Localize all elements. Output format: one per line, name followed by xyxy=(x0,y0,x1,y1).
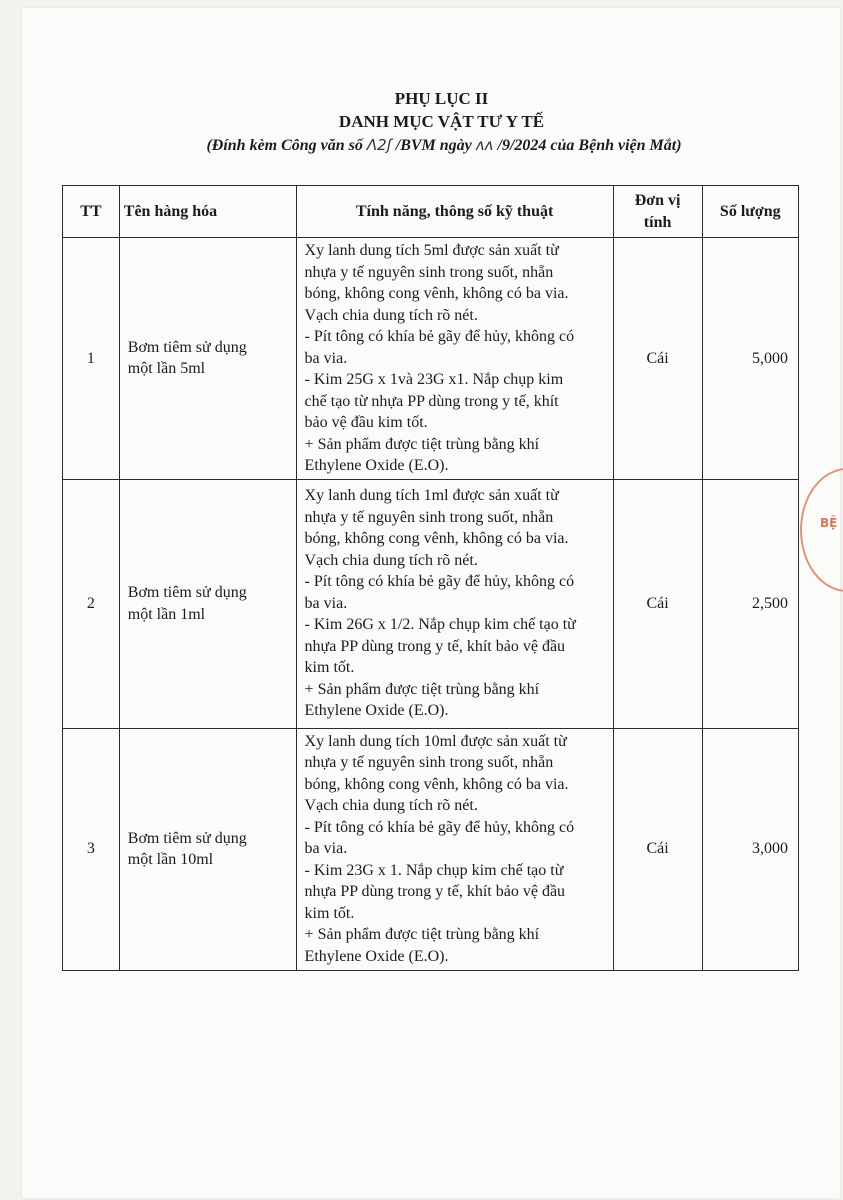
handwritten-day: ʌʌ xyxy=(475,136,494,154)
header-unit-line2: tính xyxy=(643,213,672,231)
spec-line: Vạch chia dung tích rõ nét. xyxy=(304,306,478,324)
item-name-line1: Bơm tiêm sử dụng xyxy=(127,584,247,601)
spec-line: nhựa PP dùng trong y tế, khít bảo vệ đầu xyxy=(304,883,566,901)
spec-line: bóng, không cong vênh, không có ba via. xyxy=(304,775,569,793)
document-header xyxy=(0,88,843,157)
spec-line: - Pít tông có khía bẻ gãy để hủy, không có xyxy=(304,573,575,591)
spec-line: bảo vệ đầu kim tốt. xyxy=(304,414,428,431)
list-title: DANH MỤC VẬT TƯ Y TẾ xyxy=(338,112,545,131)
attachment-note-middle: /BVM ngày xyxy=(391,137,476,154)
spec-line: - Kim 23G x 1. Nắp chụp kim chế tạo từ xyxy=(304,861,564,879)
spec-line: nhựa PP dùng trong y tế, khít bảo vệ đầu xyxy=(304,637,566,655)
item-name-line2: một lần 1ml xyxy=(127,605,206,623)
spec-line: + Sản phẩm được tiệt trùng bằng khí xyxy=(304,435,540,453)
spec-line: Xy lanh dung tích 1ml được sản xuất từ xyxy=(304,487,559,505)
item-name xyxy=(119,238,296,480)
item-name xyxy=(119,479,296,728)
attachment-note xyxy=(45,134,843,157)
attachment-note-suffix: /9/2024 của Bệnh viện Mắt) xyxy=(493,137,682,154)
spec-line: - Kim 25G x 1và 23G x1. Nắp chụp kim xyxy=(304,371,564,388)
appendix-title: PHỤ LỤC II xyxy=(394,89,489,108)
table-row xyxy=(63,479,799,728)
item-name-line2: một lần 5ml xyxy=(127,360,206,378)
header-name: Tên hàng hóa xyxy=(119,186,296,238)
header-unit xyxy=(613,186,702,238)
item-spec xyxy=(296,479,613,728)
row-number: 3 xyxy=(63,728,120,970)
spec-line: Ethylene Oxide (E.O). xyxy=(304,457,449,474)
item-name-line1: Bơm tiêm sử dụng xyxy=(127,829,247,847)
item-unit: Cái xyxy=(613,728,702,970)
spec-line: chế tạo từ nhựa PP dùng trong y tế, khít xyxy=(304,392,559,410)
item-name-line1: Bơm tiêm sử dụng xyxy=(127,338,247,356)
seal-text: BỆ xyxy=(820,516,838,530)
spec-line: Ethylene Oxide (E.O). xyxy=(304,702,449,720)
spec-line: - Pít tông có khía bẻ gãy để hủy, không có xyxy=(304,818,575,836)
item-name-line2: một lần 10ml xyxy=(127,851,214,868)
item-quantity: 5,000 xyxy=(702,238,798,480)
header-unit-line1: Đơn vị xyxy=(634,192,681,209)
header-tt: TT xyxy=(63,186,120,238)
table-header-row xyxy=(63,186,799,238)
spec-line: kim tốt. xyxy=(304,659,355,677)
row-number: 1 xyxy=(63,238,120,480)
handwritten-doc-number: Λ2ʃ xyxy=(366,136,392,154)
attachment-note-prefix: (Đính kèm Công văn số xyxy=(206,137,367,154)
spec-line: Xy lanh dung tích 10ml được sản xuất từ xyxy=(304,732,567,750)
table-row xyxy=(63,238,799,480)
header-qty: Số lượng xyxy=(702,186,798,238)
spec-line: bóng, không cong vênh, không có ba via. xyxy=(304,530,569,548)
spec-line: + Sản phẩm được tiệt trùng bằng khí xyxy=(304,926,540,944)
table-row xyxy=(63,728,799,970)
spec-line: Ethylene Oxide (E.O). xyxy=(304,947,449,965)
spec-line: kim tốt. xyxy=(304,904,355,922)
item-name xyxy=(119,728,296,970)
item-unit: Cái xyxy=(613,238,702,480)
row-number: 2 xyxy=(63,479,120,728)
spec-line: nhựa y tế nguyên sinh trong suốt, nhẵn xyxy=(304,754,554,772)
item-spec xyxy=(296,728,613,970)
item-quantity: 2,500 xyxy=(702,479,798,728)
spec-line: Vạch chia dung tích rõ nét. xyxy=(304,551,478,569)
spec-line: ba via. xyxy=(304,349,348,367)
item-quantity: 3,000 xyxy=(702,728,798,970)
header-spec: Tính năng, thông số kỹ thuật xyxy=(296,186,613,238)
item-unit: Cái xyxy=(613,479,702,728)
spec-line: + Sản phẩm được tiệt trùng bằng khí xyxy=(304,680,540,698)
spec-line: ba via. xyxy=(304,594,348,612)
spec-line: Vạch chia dung tích rõ nét. xyxy=(304,797,478,815)
spec-line: bóng, không cong vênh, không có ba via. xyxy=(304,285,569,302)
spec-line: - Pít tông có khía bẻ gãy để hủy, không có xyxy=(304,328,575,345)
spec-line: nhựa y tế nguyên sinh trong suốt, nhẵn xyxy=(304,508,554,526)
medical-supplies-table xyxy=(62,185,799,971)
spec-line: Xy lanh dung tích 5ml được sản xuất từ xyxy=(304,242,559,259)
spec-line: - Kim 26G x 1/2. Nắp chụp kim chế tạo từ xyxy=(304,616,576,634)
spec-line: nhựa y tế nguyên sinh trong suốt, nhẵn xyxy=(304,263,554,281)
spec-line: ba via. xyxy=(304,840,348,858)
item-spec xyxy=(296,238,613,480)
